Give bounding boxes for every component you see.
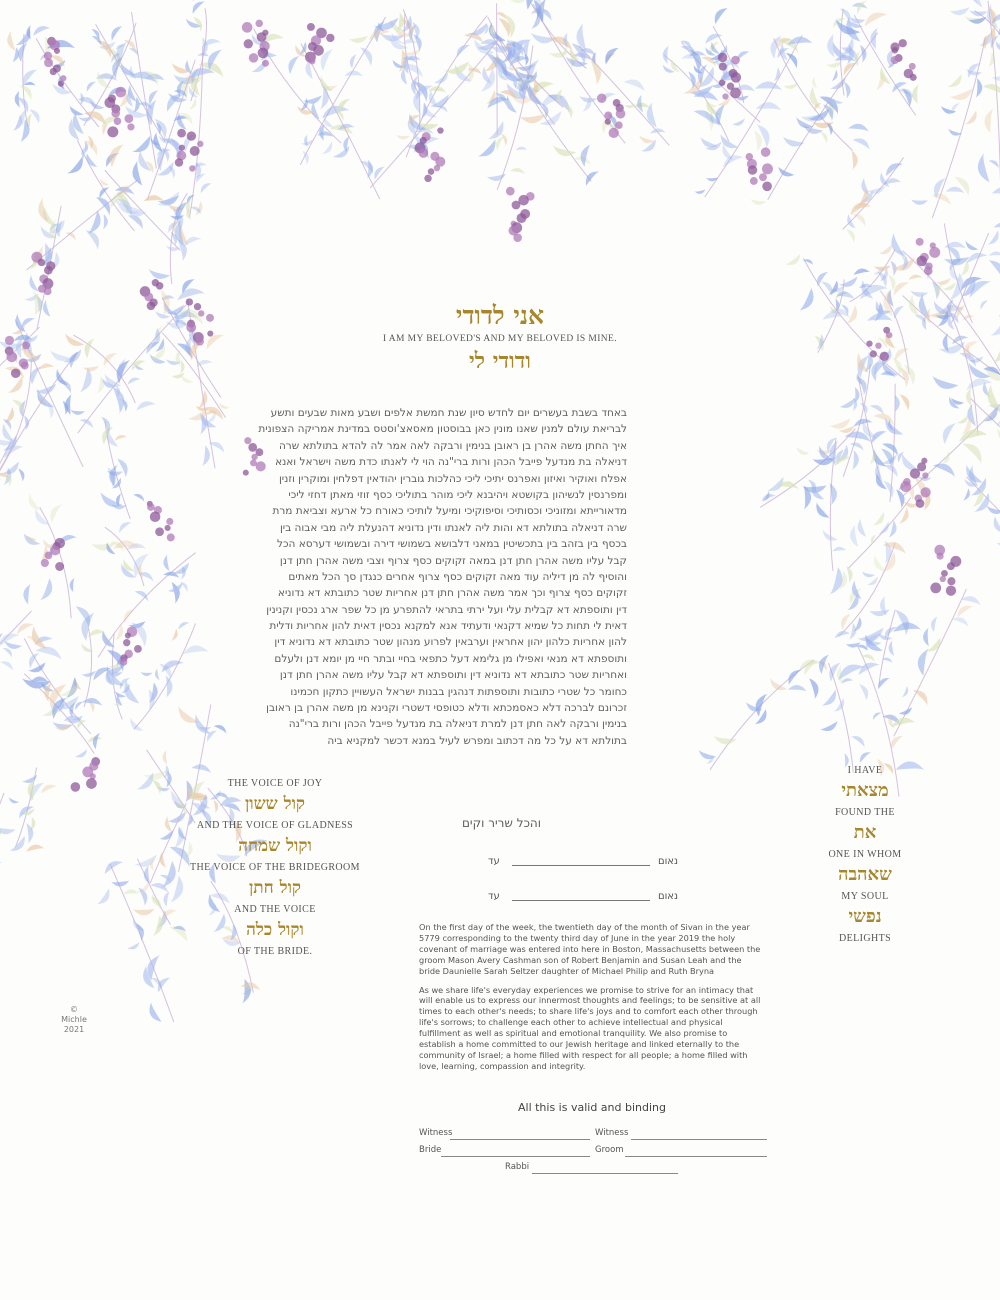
hebrew-text-line: דניאלה בת מנדעל פייבל הכהן ורות ברי"נה הוי לי לאנתו כדת משה וישראל ואנא bbox=[275, 456, 627, 469]
title-hebrew-top: אני לדודי bbox=[455, 301, 545, 330]
hebrew-text-line: לבריאת עולם למנין שאנו מונין כאן בבוסטון מאסאצ'וסטס במדינת אמריקה הצפונית bbox=[258, 423, 627, 436]
title-block bbox=[300, 300, 700, 376]
copyright-symbol: © bbox=[70, 1005, 78, 1014]
hebrew-text-line: בכסף בין בזהב בין בתכשיטין במאני דלבושא בשמושי דירה ובשמושי דערסא הכל bbox=[276, 538, 627, 551]
hebrew-text-line: והוסיף לה מן דיליה עוד מאה זקוקים כסף צרוף אחרים כנגדן סך הכל מאתים bbox=[288, 570, 627, 583]
artist-name: Michle bbox=[61, 1015, 87, 1024]
verse-hebrew: את bbox=[853, 822, 877, 843]
blessing-hebrew: קול ששון bbox=[244, 794, 306, 814]
groom-label: Groom bbox=[595, 1145, 624, 1155]
blessing-english: AND THE VOICE bbox=[234, 904, 316, 915]
blessing-english: THE VOICE OF JOY bbox=[227, 778, 323, 789]
blessing-hebrew: קול חתן bbox=[248, 878, 302, 898]
verse-english: ONE IN WHOM bbox=[828, 849, 902, 860]
left-blessing-column bbox=[186, 776, 364, 959]
hebrew-text-line: דאית לי תחות כל שמיא דקנאי ודעתיד אנא למקנא נכסין דאית להון אחריות ודלית bbox=[269, 620, 627, 633]
title-hebrew-bottom: ודודי לי bbox=[469, 348, 531, 374]
blessing-english: OF THE BRIDE. bbox=[237, 946, 313, 957]
hebrew-witness-line-2 bbox=[488, 888, 678, 904]
hebrew-text-line: להון אחריות כלהון יהון אחראין וערבאין לפרוע מנהון שטר כתובתא דא נדוניא דין bbox=[274, 636, 627, 649]
blessing-hebrew: וקול שמחה bbox=[238, 836, 312, 856]
signature-area bbox=[419, 1128, 779, 1180]
witness-label: Witness bbox=[419, 1128, 453, 1138]
hebrew-text-line: ומפרנסין לנשיהון בקושטא ויהיבנא ליכי מוהר בתוליכי כסף זוזי מאתן דחזי ליכי bbox=[288, 488, 627, 501]
hebrew-witness-label: עד bbox=[488, 856, 500, 867]
verse-hebrew: מצאתי bbox=[841, 780, 889, 801]
hebrew-text-line: קבל עליו משה אהרן חתן דנן במאה זקוקים כסף צרוף וצבי משה אהרן חתן דנן bbox=[279, 554, 627, 567]
english-text bbox=[419, 922, 765, 1080]
hebrew-witness-label: נאום bbox=[657, 891, 678, 902]
verse-english: I HAVE bbox=[847, 765, 883, 776]
blessing-english: AND THE VOICE OF GLADNESS bbox=[196, 820, 354, 831]
blessing-hebrew: וקול כלה bbox=[246, 920, 304, 940]
verse-hebrew: שאהבה bbox=[838, 864, 892, 885]
verse-english: MY SOUL bbox=[841, 891, 889, 902]
blessing-english: THE VOICE OF THE BRIDEGROOM bbox=[190, 862, 360, 873]
copyright-mark bbox=[54, 1005, 94, 1035]
copyright-year: 2021 bbox=[63, 1025, 85, 1034]
verse-english: FOUND THE bbox=[835, 807, 895, 818]
hebrew-text-line: זקוקים כסף צרוף וכך אמר משה אהרן חתן דנן אחריות שטר כתובתא דא נדוניא bbox=[277, 587, 627, 600]
right-verse-column bbox=[800, 765, 930, 946]
hebrew-witness-line-1 bbox=[488, 853, 678, 869]
hebrew-text-line: דין ותוספתא דא קבלית עלי ועל ירתי בתראי להתפרע מן כל שפר ארג נכסין וקנינין bbox=[266, 603, 627, 616]
hebrew-text-line: איך החתן משה אהרן בן ראובן בנימין ורבקה לאה אמר לה להדא בתולתא שרה bbox=[278, 439, 627, 452]
hebrew-text-line: זכרונם לברכה דלא כאסמכתא ודלא כטופסי דשטרי וקנינא מן משה אהרן בן ראובן bbox=[266, 702, 627, 715]
hebrew-ketubah-text bbox=[258, 405, 627, 749]
bride-label: Bride bbox=[419, 1145, 442, 1155]
hebrew-text-line: כחומר כל שטרי כתובות ותוספתות דנהגין בבנות ישראל העשויין כתקון חכמינו bbox=[290, 685, 627, 698]
hebrew-closing: והכל שריר וקים bbox=[461, 816, 542, 830]
hebrew-text-line: באחד בשבת בעשרים יום לחדש סיון שנת חמשת אלפים ושבע מאות שבעים ותשע bbox=[270, 407, 627, 419]
hebrew-witness-label: עד bbox=[488, 891, 500, 902]
hebrew-text-line: ואחריות שטר כתובתא דא נדוניא דין ותוספתא דא קבל עליו משה אהרן חתן דנן bbox=[279, 669, 627, 682]
hebrew-text-line: בתולתא דא על כל מה דכתוב ומפרש לעיל במנא דכשר למקניא ביה bbox=[327, 734, 627, 747]
hebrew-witness-label: נאום bbox=[657, 856, 678, 867]
english-paragraph: As we share life's everyday experiences we promise to strive for an intimacy that will enable us to express our innermost thoughts and feelings; to be sensitive at all times to each other's needs; to share life's joys and to comfort each other through life's sorrows; to challenge each other to achieve intellectual and physical fulfillment as well as spiritual and emotional tranquility. We also promise to establish a home committed to our Jewish heritage and linked eternally to the community of Israel; a home filled with respect for all people; a home filled with love, learning, compassion and integrity. bbox=[419, 984, 761, 1071]
hebrew-text-line: אפלח ואוקיר ואיזון ואפרנס יתיכי ליכי כהלכות גוברין יהודאין דפלחין ומוקרין וזנין bbox=[278, 472, 627, 485]
verse-english: DELIGHTS bbox=[838, 933, 892, 944]
hebrew-text-line: מדאורייתא ומזוניכי וכסותיכי וסיפוקיכי ומיעל לותיכי כאורח כל ארעא וצביאת מרת bbox=[272, 505, 627, 518]
rabbi-label: Rabbi bbox=[505, 1162, 530, 1172]
hebrew-text-line: בנימין ורבקה לאה חתן דנן למרת דניאלה בת מנדעל פייבל הכהן ורות ברי"נה bbox=[288, 718, 627, 731]
english-paragraph: On the first day of the week, the twentieth day of the month of Sivan in the year 5779 corresponding to the twenty third day of June in the year 2019 the holy covenant of marriage was entered into here in Boston, Massachusetts between the groom Mason Avery Cashman son of Robert Benjamin and Susan Leah and the bride Daunielle Sarah Seltzer daughter of Michael Philip and Ruth Bryna bbox=[419, 922, 761, 976]
english-closing: All this is valid and binding bbox=[517, 1101, 667, 1114]
verse-hebrew: נפשי bbox=[848, 906, 882, 927]
title-english: I AM MY BELOVED'S AND MY BELOVED IS MINE. bbox=[382, 334, 618, 344]
witness-label: Witness bbox=[595, 1128, 629, 1138]
hebrew-text-line: שרה דניאלה בתולתא דא והות ליה לאנתו ודין נדוניא דהנעלת ליה מבי אבוה בין bbox=[279, 521, 627, 534]
hebrew-text-line: ותוספתא דא מנאי ואפילו מן גלימא דעל כתפאי בחיי ובתר חיי מן יומא דנן ולעלם bbox=[274, 652, 627, 665]
